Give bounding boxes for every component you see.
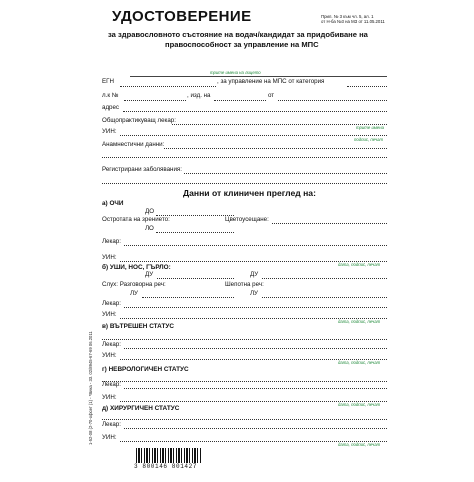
issued-date-line[interactable] xyxy=(214,100,266,101)
diseases-line-1[interactable] xyxy=(184,173,387,174)
history-label: Анамнестични данни: xyxy=(102,141,165,148)
neuro-uin-label: УИН: xyxy=(102,394,117,401)
ent-doctor-label: Лекар: xyxy=(102,300,121,307)
ent-lu-label: ЛУ xyxy=(130,290,138,297)
surgical-date-sign-hint: дата, подпис, печат xyxy=(338,442,381,447)
from-label: от xyxy=(268,92,275,99)
history-line-1[interactable] xyxy=(164,148,387,149)
id-card-line[interactable] xyxy=(124,100,186,101)
history-line-2[interactable] xyxy=(102,157,387,158)
diseases-line-2[interactable] xyxy=(102,183,387,184)
ent-du-line[interactable] xyxy=(157,278,234,279)
eyes-doctor-line[interactable] xyxy=(124,245,387,246)
internal-doctor-line[interactable] xyxy=(124,348,387,349)
eyes-heading: а) ОЧИ xyxy=(102,200,124,207)
diseases-label: Регистрирани заболявания: xyxy=(102,166,182,173)
acuity-label: Остротата на зрението: xyxy=(102,216,170,223)
id-card-label: л.к № xyxy=(102,92,119,99)
gp-sign-hint: подпис, печат xyxy=(354,137,384,142)
ent-du-label-2: ДУ xyxy=(250,271,259,278)
egn-label: ЕГН xyxy=(102,78,114,85)
neuro-date-sign-hint: дата, подпис, печат xyxy=(338,402,381,407)
internal-date-sign-hint: дата, подпис, печат xyxy=(338,360,381,365)
gp-uin-label: УИН: xyxy=(102,128,117,135)
eyes-uin-label: УИН: xyxy=(102,254,117,261)
neuro-heading: г) НЕВРОЛОГИЧЕН СТАТУС xyxy=(102,366,189,373)
surgical-doctor-label: Лекар: xyxy=(102,421,121,428)
barcode xyxy=(136,448,202,463)
form-subtitle-1: за здравословното състояние на водач/кандидат за придобиване на xyxy=(108,30,368,39)
issued-label: , изд. на xyxy=(187,92,211,99)
color-line[interactable] xyxy=(272,223,387,224)
ent-date-sign-hint: дата, подпис, печат xyxy=(338,319,381,324)
ent-lu-label-2: ЛУ xyxy=(250,290,258,297)
surgical-uin-label: УИН: xyxy=(102,434,117,441)
internal-line-1[interactable] xyxy=(102,339,387,340)
ent-du-line-2[interactable] xyxy=(262,278,387,279)
regulation-ref-line-2: от Н-ба №3 на МЗ от 11.05.2011 xyxy=(321,19,385,24)
ent-uin-label: УИН: xyxy=(102,311,117,318)
category-line[interactable] xyxy=(347,86,387,87)
names-line[interactable] xyxy=(130,76,387,77)
ent-lu-line[interactable] xyxy=(142,297,234,298)
regulation-ref xyxy=(321,14,391,24)
eyes-date-sign-hint: дата, подпис, печат xyxy=(338,262,381,267)
surgical-doctor-line[interactable] xyxy=(124,428,387,429)
eyes-lo-label: ЛО xyxy=(145,225,154,232)
category-label: , за управление на МПС от категория xyxy=(217,78,325,85)
ent-lu-line-2[interactable] xyxy=(262,297,387,298)
gp-label: Общопрактикуващ лекар: xyxy=(102,117,176,124)
neuro-doctor-label: Лекар: xyxy=(102,381,121,388)
internal-uin-label: УИН: xyxy=(102,352,117,359)
exam-heading: Данни от клиничен преглед на: xyxy=(183,188,316,198)
neuro-doctor-line[interactable] xyxy=(124,388,387,389)
color-label: Цветоусещане: xyxy=(225,216,269,223)
form-title: УДОСТОВЕРЕНИЕ xyxy=(112,8,252,25)
neuro-line-1[interactable] xyxy=(102,381,387,382)
address-line[interactable] xyxy=(123,111,387,112)
gp-uin-line[interactable] xyxy=(120,135,387,136)
names-hint: трите имена на лицето xyxy=(210,70,261,75)
eyes-do-label: ДО xyxy=(145,208,155,215)
eyes-doctor-label: Лекар: xyxy=(102,238,121,245)
address-label: адрес xyxy=(102,104,120,111)
eyes-lo-line[interactable] xyxy=(156,232,234,233)
form-subtitle-2: правоспособност за управление на МПС xyxy=(165,40,319,49)
internal-heading: в) ВЪТРЕШЕН СТАТУС xyxy=(102,323,174,330)
whisper-label: Шепотна реч: xyxy=(225,281,264,288)
egn-line[interactable] xyxy=(120,86,216,87)
surgical-heading: д) ХИРУРГИЧЕН СТАТУС xyxy=(102,405,180,412)
gp-names-hint: трите имена xyxy=(356,125,384,130)
surgical-line-1[interactable] xyxy=(102,419,387,420)
gp-line[interactable] xyxy=(172,124,387,125)
internal-doctor-label: Лекар: xyxy=(102,341,121,348)
hearing-label: Слух: Разговорна реч: xyxy=(102,281,166,288)
print-info: 1-52-08 (2-70-офсет (1) - *Вика - 33. 02/8945-67-69 06.2011 xyxy=(88,331,93,445)
issuer-line[interactable] xyxy=(278,100,387,101)
regulation-ref-line-1: Прил. № 3 към чл. 5, ал. 1 xyxy=(321,14,374,19)
barcode-number: 3 800146 801427 xyxy=(134,463,198,470)
ent-heading: б) УШИ, НОС, ГЪРЛО: xyxy=(102,264,171,271)
ent-doctor-line[interactable] xyxy=(124,307,387,308)
ent-du-label: ДУ xyxy=(145,271,154,278)
